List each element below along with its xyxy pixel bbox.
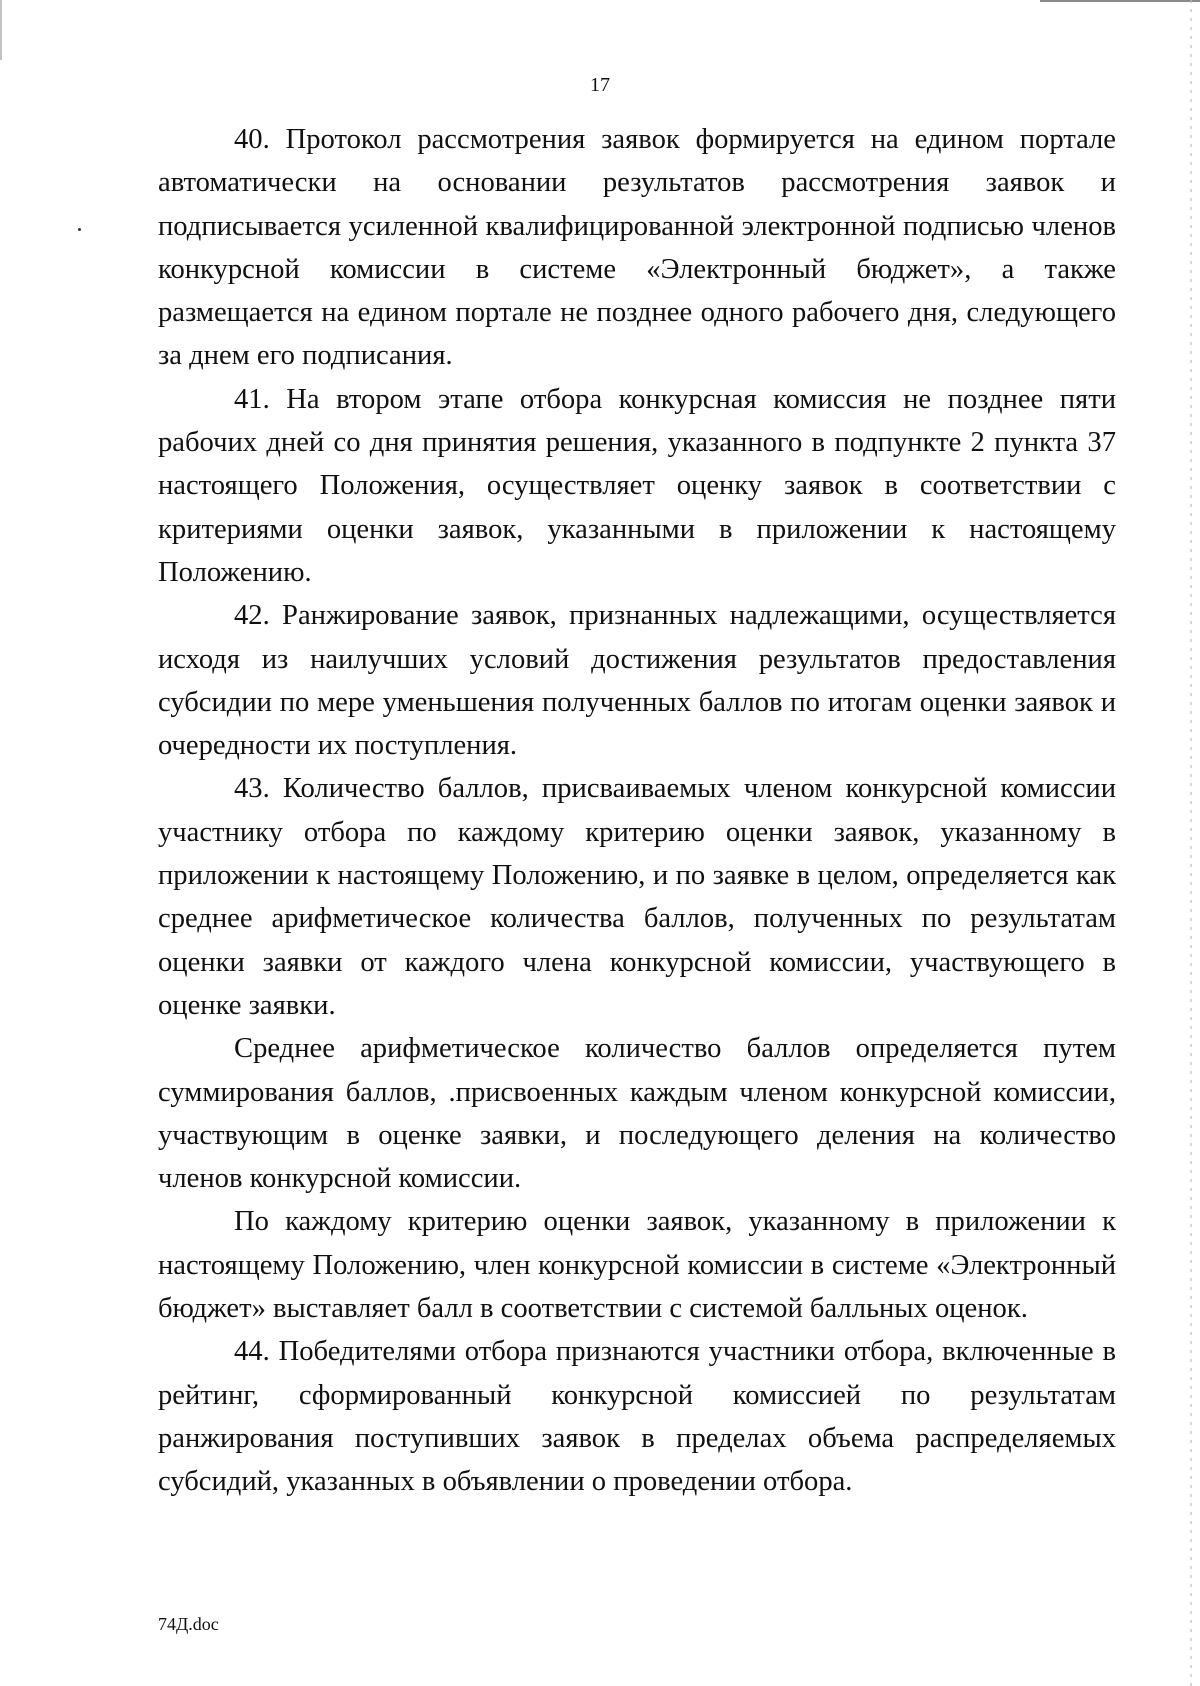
scan-speck — [78, 228, 81, 231]
footer-filename: 74Д.doc — [158, 1614, 219, 1634]
page-number: 17 — [590, 74, 610, 96]
paragraph-43-average: Среднее арифметическое количество баллов определяется путем суммирования баллов, .присвоенных каждым членом конкурсной комиссии, участвующим в оценке заявки, и последующего деления на количество членов конкурсной комиссии. — [158, 1033, 1116, 1195]
paragraph-42: 42. Ранжирование заявок, признанных надлежащими, осуществляется исходя из наилучших условий достижения результатов предоставления субсидии по мере уменьшения полученных баллов по итогам оценки заявок и очередности их поступления. — [158, 600, 1116, 762]
document-body — [158, 118, 1116, 1504]
scan-edge-mark-left — [0, 0, 2, 60]
paragraph-40: 40. Протокол рассмотрения заявок формируется на едином портале автоматически на основании результатов рассмотрения заявок и подписывается усиленной квалифицированной электронной подписью членов конкурсной комиссии в системе «Электронный бюджет», а также размещается на едином портале не позднее одного рабочего дня, следующего за днем его подписания. — [158, 124, 1116, 372]
paragraph-44: 44. Победителями отбора признаются участники отбора, включенные в рейтинг, сформированный конкурсной комиссией по результатам ранжирования поступивших заявок в пределах объема распределяемых субсидий, указанных в объявлении о проведении отбора. — [158, 1336, 1116, 1498]
scan-edge-mark-right — [1190, 0, 1192, 1686]
scan-edge-mark-top — [1040, 0, 1200, 2]
paragraph-41: 41. На втором этапе отбора конкурсная комиссия не позднее пяти рабочих дней со дня принятия решения, указанного в подпункте 2 пункта 37 настоящего Положения, осуществляет оценку заявок в соответствии с критериями оценки заявок, указанными в приложении к настоящему Положению. — [158, 383, 1116, 588]
paragraph-43: 43. Количество баллов, присваиваемых членом конкурсной комиссии участнику отбора по каждому критерию оценки заявок, указанному в приложении к настоящему Положению, и по заявке в целом, определяется как среднее арифметическое количества баллов, полученных по результатам оценки заявки от каждого члена конкурсной комиссии, участвующего в оценке заявки. — [158, 773, 1116, 1021]
paragraph-43-criteria: По каждому критерию оценки заявок, указанному в приложении к настоящему Положению, член конкурсной комиссии в системе «Электронный бюджет» выставляет балл в соответствии с системой балльных оценок. — [158, 1206, 1116, 1325]
